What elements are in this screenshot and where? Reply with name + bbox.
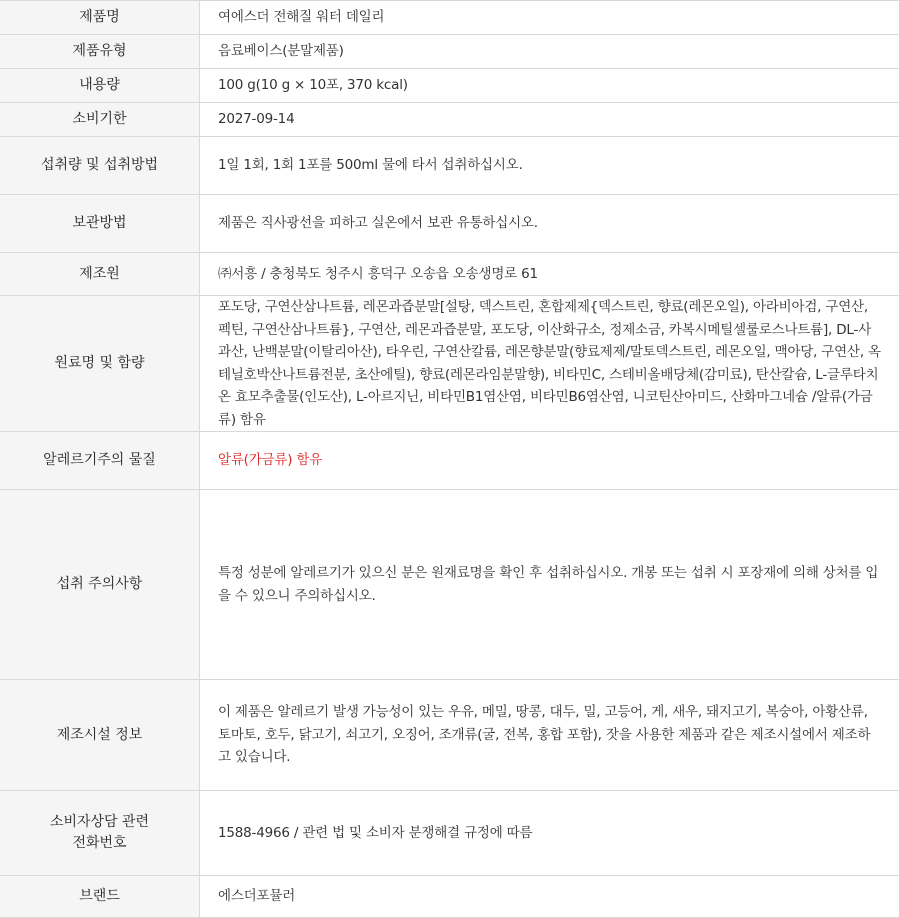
row-value-intake-method: 1일 1회, 1회 1포를 500ml 물에 타서 섭취하십시오. (200, 137, 899, 195)
row-value-brand: 에스더포뮬러 (200, 876, 899, 918)
table-row (0, 253, 899, 296)
row-label-expiry-date: 소비기한 (0, 103, 200, 137)
row-label-intake-method: 섭취량 및 섭취방법 (0, 137, 200, 195)
row-label-net-content: 내용량 (0, 69, 200, 103)
table-row (0, 1, 899, 35)
row-value-consumer-contact: 1588-4966 / 관련 법 및 소비자 분쟁해결 규정에 따름 (200, 791, 899, 876)
table-row (0, 296, 899, 432)
row-value-facility-info: 이 제품은 알레르기 발생 가능성이 있는 우유, 메밀, 땅콩, 대두, 밀, 고등어, 게, 새우, 돼지고기, 복숭아, 아황산류, 토마토, 호두, 닭고기, 쇠고기, 오징어, 조개류(굴, 전복, 홍합 포함), 잣을 사용한 제품과 같은 제조시설에서 제조하고 있습니다. (200, 680, 899, 791)
row-value-ingredients: 포도당, 구연산삼나트륨, 레몬과즙분말[설탕, 덱스트린, 혼합제제{덱스트린, 향료(레몬오일), 아라비아검, 구연산, 펙틴, 구연산삼나트륨}, 구연산, 레몬과즙분말, 포도당, 이산화규소, 정제소금, 카복시메틸셀룰로스나트륨], DL-사과산, 난백분말(이탈리아산), 타우린, 구연산칼륨, 레몬향분말(향료제제/말토덱스트린, 레몬오일, 맥아당, 구연산, 옥테닐호박산나트륨전분, 초산에틸), 향료(레몬라임분말향), 비타민C, 스테비올배당체(감미료), 탄산칼슘, L-글루타치온 효모추출물(인도산), L-아르지닌, 비타민B1염산염, 비타민B6염산염, 니코틴산아미드, 산화마그네슘 /알류(가금류) 함유 (200, 296, 899, 432)
row-label-manufacturer: 제조원 (0, 253, 200, 296)
row-label-product-name: 제품명 (0, 1, 200, 35)
row-value-product-type: 음료베이스(분말제품) (200, 35, 899, 69)
row-value-net-content: 100 g(10 g × 10포, 370 kcal) (200, 69, 899, 103)
table-row (0, 876, 899, 918)
table-row (0, 791, 899, 876)
table-row (0, 35, 899, 69)
row-value-precautions: 특정 성분에 알레르기가 있으신 분은 원재료명을 확인 후 섭취하십시오. 개봉 또는 섭취 시 포장재에 의해 상처를 입을 수 있으니 주의하십시오. (200, 490, 899, 680)
row-label-allergens: 알레르기주의 물질 (0, 432, 200, 490)
row-label-facility-info: 제조시설 정보 (0, 680, 200, 791)
table-row (0, 490, 899, 680)
row-value-storage: 제품은 직사광선을 피하고 실온에서 보관 유통하십시오. (200, 195, 899, 253)
table-row (0, 103, 899, 137)
row-label-storage: 보관방법 (0, 195, 200, 253)
row-value-product-name: 여에스더 전해질 워터 데일리 (200, 1, 899, 35)
row-value-expiry-date: 2027-09-14 (200, 103, 899, 137)
table-row (0, 680, 899, 791)
table-row (0, 69, 899, 103)
row-value-manufacturer: ㈜서흥 / 충청북도 청주시 흥덕구 오송읍 오송생명로 61 (200, 253, 899, 296)
row-label-brand: 브랜드 (0, 876, 200, 918)
row-label-consumer-contact: 소비자상담 관련 전화번호 (0, 791, 200, 876)
row-value-allergens: 알류(가금류) 함유 (200, 432, 899, 490)
table-row (0, 137, 899, 195)
table-row (0, 195, 899, 253)
row-label-precautions: 섭취 주의사항 (0, 490, 200, 680)
row-label-ingredients: 원료명 및 함량 (0, 296, 200, 432)
row-label-product-type: 제품유형 (0, 35, 200, 69)
table-row (0, 432, 899, 490)
